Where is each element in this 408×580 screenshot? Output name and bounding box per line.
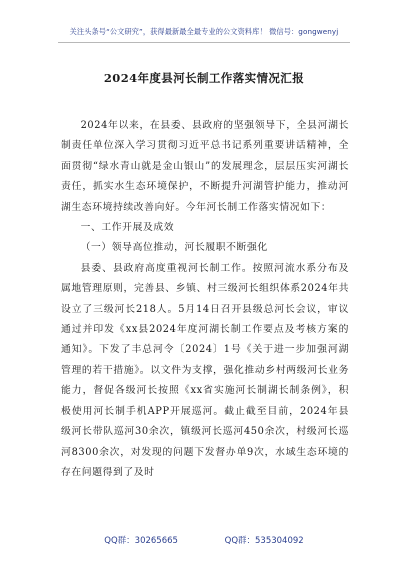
section-heading: 一、工作开展及成效 <box>80 222 175 234</box>
footer <box>0 534 408 546</box>
footer-qq-group-1: QQ群：30265665 <box>104 536 178 546</box>
document-title: 2024年度县河长制工作落实情况汇报 <box>103 71 305 85</box>
header-divider <box>58 42 350 43</box>
footer-qq-group-2: QQ群：535304092 <box>224 536 304 546</box>
body-paragraph: 县委、县政府高度重视河长制工作。按照河流水系分布及属地管理原则，完善县、乡镇、村三级河长组织体系2024年共设立了三级河长218人。5月14日召开县级总河长会议，审议通过并印发《xx县2024年度河湖长制工作要点及考核方案的通知》。下发了丰总河令〔2024〕1号《关于进一步加强河湖管理的若干措施》。以文件为支撑，强化推动乡村两级河长业务能力，督促各级河长按照《xx省实施河长制湖长制条例》，积极使用河长制手机APP开展巡河。截止截至目前，2024年县级河长带队巡河30余次，镇级河长巡河450余次，村级河长巡河8300余次，对发现的问题下发督办单9次，水域生态环境的存在问题得到了及时 <box>61 262 349 478</box>
document-body <box>61 116 349 483</box>
intro-paragraph: 2024年以来，在县委、县政府的坚强领导下，全县河湖长制责任单位深入学习贯彻习近平总书记系列重要讲话精神，全面贯彻“绿水青山就是金山银山”的发展理念，层层压实河湖长责任，抓实水生态环境保护，不断提升河湖管护能力，推动河湖生态环境持续改善向好。今年河长制工作落实情况如下： <box>61 120 349 213</box>
top-banner: 关注头条号“公文研究”，获得最新最全最专业的公文资料库！ 微信号：gongwenyj <box>69 27 339 36</box>
subsection-heading: （一）领导高位推动，河长履职不断强化 <box>80 242 268 254</box>
